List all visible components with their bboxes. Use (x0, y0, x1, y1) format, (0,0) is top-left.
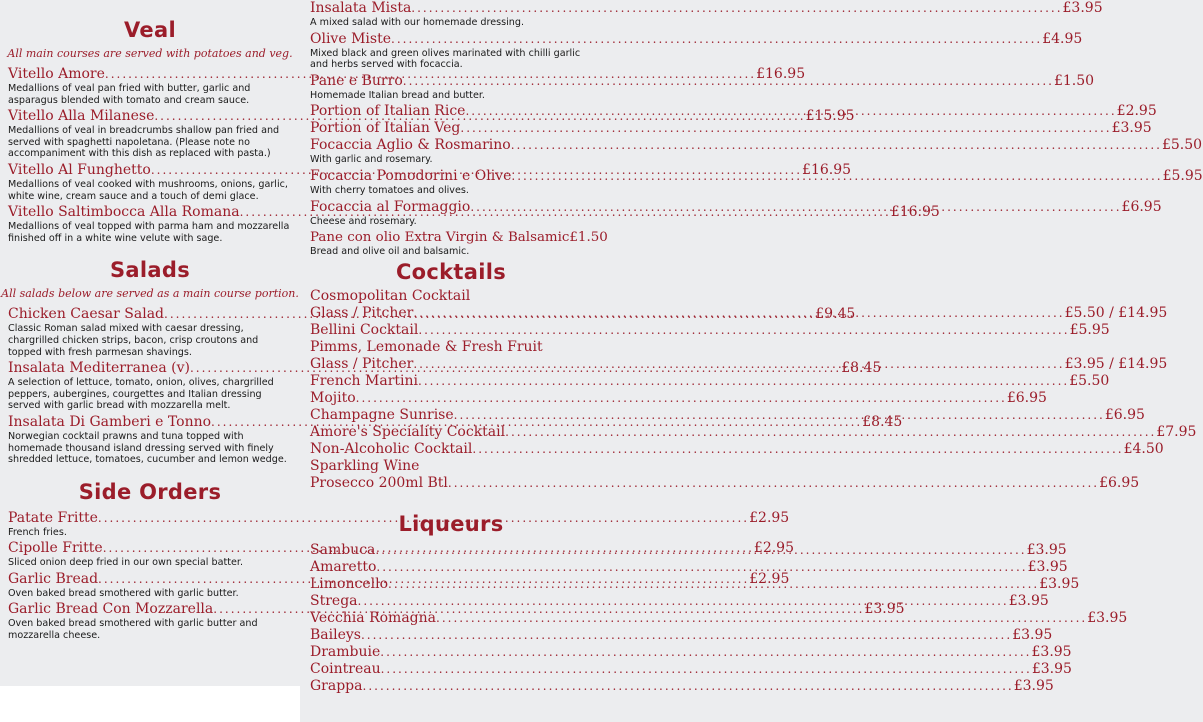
menu-item (310, 30, 1083, 71)
item-name: Focaccia al Formaggio (310, 198, 471, 215)
item-name: Vecchia Romagna (310, 609, 436, 626)
item-name: Portion of Italian Rice (310, 103, 466, 120)
item-name: Sparkling Wine (310, 457, 420, 474)
item-price: £5.95 (1069, 321, 1110, 338)
menu-item (310, 229, 608, 258)
item-description: French fries. (8, 526, 67, 538)
item-name: Patate Fritte (8, 509, 98, 526)
item-description: Medallions of veal cooked with mushrooms, onions, garlic, white wine, cream sauce and a touch of demi glace. (8, 178, 288, 202)
item-name: Non-Alcoholic Cocktail (310, 440, 473, 457)
item-price: £3.95 (1012, 626, 1053, 643)
item-name: French Martini (310, 372, 418, 389)
item-price: £7.95 (1156, 423, 1197, 440)
item-price: £16.95 (802, 161, 852, 178)
item-description: Bread and olive oil and balsamic. (310, 246, 470, 258)
blank-area (0, 686, 300, 722)
item-price: £3.95 (1031, 660, 1072, 677)
item-name: Focaccia Aglio & Rosmarino (310, 137, 511, 154)
item-price: £6.95 (1104, 406, 1145, 423)
item-name: Champagne Sunrise (310, 406, 454, 423)
item-price: £9.45 (815, 306, 856, 323)
menu-item (310, 389, 1047, 407)
item-description: Homemade Italian bread and butter. (310, 89, 485, 101)
item-name: Insalata Mediterranea (v) (8, 360, 190, 377)
item-price: £4.50 (1123, 440, 1164, 457)
item-price: £3.95 (1027, 558, 1068, 575)
item-name: Glass / Pitcher (310, 304, 414, 321)
item-name: Cipolle Fritte (8, 540, 103, 557)
item-price: £5.50 / £14.95 (1064, 304, 1168, 321)
liqueurs-heading: Liqueurs (398, 511, 504, 536)
item-price: £2.95 (1116, 103, 1157, 120)
item-name: Vitello Alla Milanese (8, 108, 155, 125)
item-price: £3.95 (1026, 541, 1067, 558)
item-name: Insalata Mista (310, 0, 412, 16)
item-price: £8.45 (841, 360, 882, 377)
menu-item (310, 137, 1203, 166)
menu-item (310, 592, 1049, 610)
menu-item (310, 458, 592, 475)
item-price: £6.95 (1121, 198, 1162, 215)
item-price: £3.95 / £14.95 (1064, 355, 1168, 372)
menu-item (310, 643, 1072, 661)
item-price: £6.95 (1099, 474, 1140, 491)
item-price: £8.45 (862, 413, 903, 430)
item-description: Medallions of veal topped with parma ham and mozzarella finished off in a white wine velute with sage. (8, 221, 290, 244)
item-name: Garlic Bread Con Mozzarella (8, 601, 214, 618)
item-name: Insalata Di Gamberi e Tonno (8, 413, 212, 430)
item-name: Mojito (310, 389, 356, 406)
item-description: Classic Roman salad mixed with caesar dressing, chargrilled chicken strips, bacon, crisp croutons and topped with fresh parmesan shavings. (8, 323, 259, 358)
item-description: Sliced onion deep fried in our own special batter. (8, 557, 244, 569)
menu-item (310, 288, 592, 305)
menu-item (310, 677, 1054, 695)
item-description: Medallions of veal pan fried with butter, garlic and asparagus blended with tomato and cream sauce. (8, 83, 251, 106)
item-price: £3.95 (1039, 575, 1080, 592)
item-name: Chicken Caesar Salad (8, 306, 165, 323)
item-price: £16.95 (890, 204, 940, 221)
item-name: Olive Miste (310, 30, 391, 47)
cocktails-heading: Cocktails (395, 259, 507, 284)
item-name: Sambuca (310, 541, 376, 558)
item-price: £15.95 (805, 108, 855, 125)
item-name: Prosecco 200ml Btl (310, 474, 448, 491)
item-description: Oven baked bread smothered with garlic butter. (8, 587, 239, 599)
item-description: Medallions of veal in breadcrumbs shallow pan fried and served with spaghetti napoletana. (Please note no accompaniment with this dish as replaced with pasta.) (8, 125, 280, 160)
item-price: £5.50 (1069, 372, 1110, 389)
item-name: Pimms, Lemonade & Fresh Fruit (310, 338, 543, 355)
menu-item (310, 372, 1110, 390)
menu-item (310, 0, 1103, 29)
item-name: Bellini Cocktail (310, 321, 419, 338)
item-price: £3.95 (1008, 592, 1049, 609)
item-name: Cointreau (310, 660, 381, 677)
item-price: £5.50 (1161, 137, 1203, 154)
item-name: Focaccia Pomodorini e Olive (310, 167, 512, 184)
item-name: Vitello Amore (8, 66, 105, 82)
item-price: £3.95 (1111, 120, 1152, 137)
salads-heading: Salads (110, 258, 190, 283)
veal-note: All main courses are served with potatoes and veg. (7, 47, 293, 60)
item-name: Portion of Italian Veg (310, 120, 461, 137)
item-name: Pane e Burro (310, 72, 403, 89)
item-price: £6.95 (1006, 389, 1047, 406)
veal-heading: Veal (124, 18, 176, 42)
item-description: Cheese and rosemary. (310, 215, 417, 227)
item-description: Norwegian cocktail prawns and tuna topped with homemade thousand island dressing served with finely shredded lettuce, tomatoes, cucumber and lemon wedge. (8, 430, 287, 466)
item-name: Amaretto (310, 558, 377, 575)
menu-item (310, 558, 1068, 576)
salads-note: All salads below are served as a main course portion. (1, 287, 299, 301)
item-price: £3.95 (864, 601, 905, 618)
item-name: Garlic Bread (8, 570, 99, 587)
menu-item (310, 440, 1164, 458)
item-price: £2.95 (749, 509, 790, 526)
item-description: Mixed black and green olives marinated with chilli garlic and herbs served with focaccia. (310, 47, 581, 71)
menu-item (310, 474, 1140, 492)
item-name: Strega (310, 592, 358, 609)
item-price: £4.95 (1042, 30, 1083, 47)
item-price: £3.95 (1062, 0, 1103, 16)
item-description: With garlic and rosemary. (310, 154, 433, 166)
menu-item (310, 423, 1197, 441)
item-description: Oven baked bread smothered with garlic butter and mozzarella cheese. (8, 618, 258, 642)
item-description: A selection of lettuce, tomato, onion, olives, chargrilled peppers, aubergines, courgettes and Italian dressing served with garlic bread with mozzarella melt. (8, 377, 274, 412)
item-name: Pane con olio Extra Virgin & Balsamic (310, 230, 570, 246)
menu-item (310, 609, 1128, 627)
item-name: Limoncello (310, 575, 389, 592)
menu-item (310, 626, 1053, 644)
item-price: £2.95 (753, 540, 795, 557)
item-name: Drambuie (310, 643, 381, 660)
side-orders-heading: Side Orders (78, 479, 222, 504)
menu-item (310, 321, 1110, 339)
menu-item (310, 120, 1152, 137)
item-name: Baileys (310, 626, 361, 643)
item-price: £3.95 (1031, 643, 1072, 660)
item-description: A mixed salad with our homemade dressing. (310, 17, 525, 28)
item-price: £16.95 (756, 66, 806, 82)
item-name: Vitello Saltimbocca Alla Romana (8, 204, 240, 221)
menu-item (310, 339, 592, 356)
item-price: £3.95 (1087, 609, 1128, 626)
item-price: £3.95 (1013, 677, 1054, 694)
item-price: £5.95 (1162, 167, 1203, 184)
item-name: Grappa (310, 677, 363, 694)
item-price: £1.50 (1053, 72, 1095, 89)
item-price: £2.95 (749, 570, 790, 587)
menu-item (310, 660, 1072, 678)
item-price: £1.50 (569, 230, 608, 246)
item-name: Amore's Speciality Cocktail (310, 423, 506, 440)
item-name: Glass / Pitcher (310, 355, 414, 372)
item-description: With cherry tomatoes and olives. (310, 184, 469, 196)
item-name: Cosmopolitan Cocktail (310, 287, 471, 304)
item-name: Vitello Al Funghetto (8, 161, 151, 178)
